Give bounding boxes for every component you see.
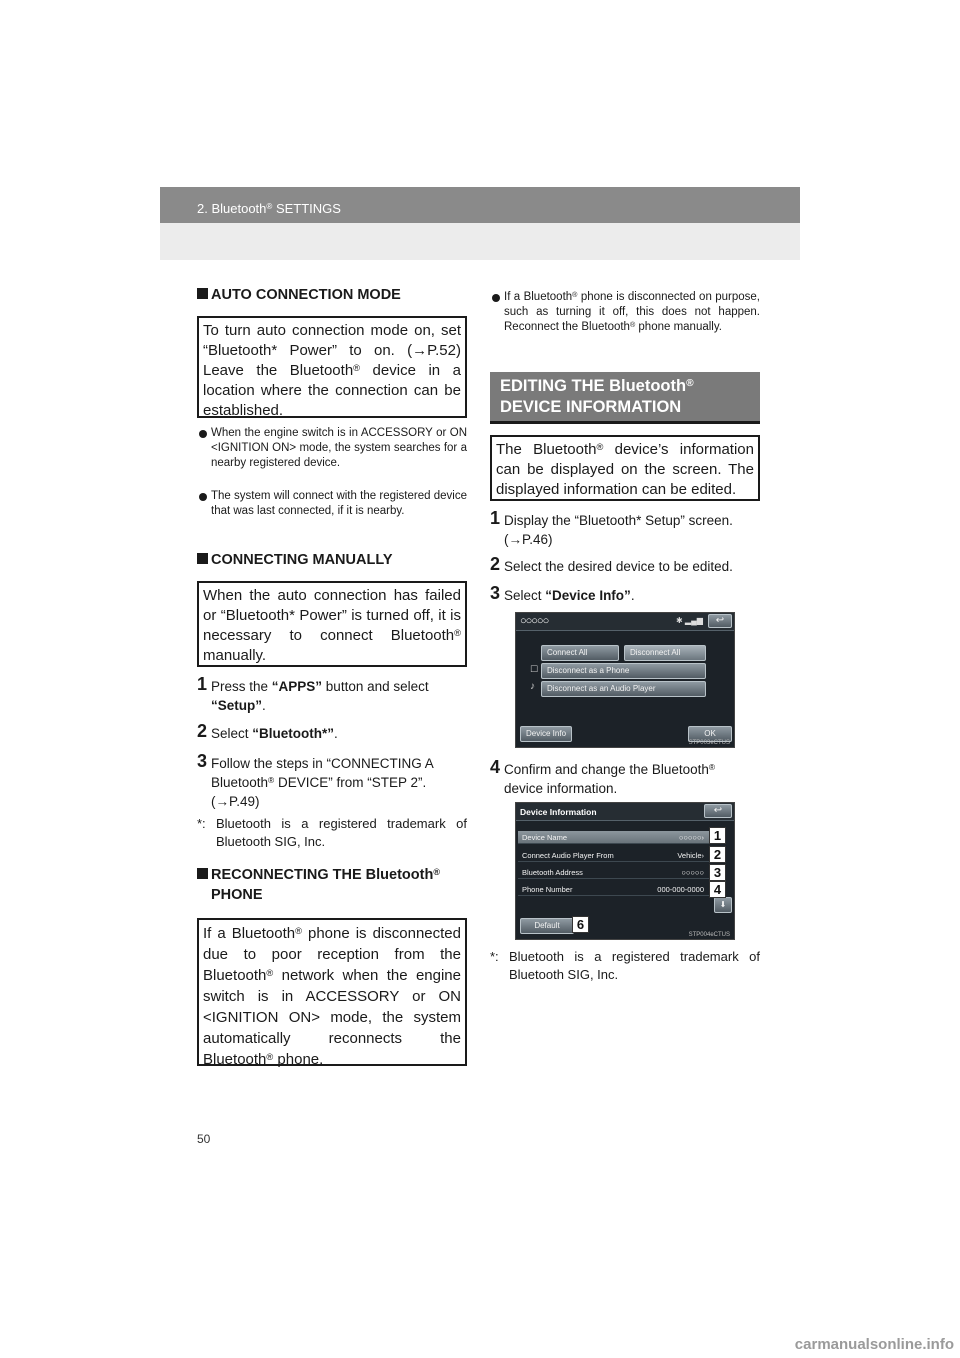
disconnect-on-purpose-bullet: If a Bluetooth® phone is disconnected on purpose, such as turning it off, this does not happen. Reconnect the Bluetooth® phone manually. — [490, 290, 760, 335]
screen-code: STP004eCTUS — [688, 932, 730, 938]
edit-step-1: 1 Display the “Bluetooth* Setup” screen. (→P.46) — [490, 508, 733, 547]
music-note-icon: ♪ — [530, 681, 535, 692]
ok-button[interactable]: OK — [688, 726, 732, 742]
back-button[interactable]: ↩ — [704, 804, 732, 818]
device-name-row[interactable]: Device Name ○○○○○› — [518, 831, 712, 844]
device-information-screen — [515, 802, 735, 940]
screen-title-bar — [516, 613, 734, 631]
callout-3: 3 — [709, 864, 726, 881]
edit-step-2: 2 Select the desired device to be edited. — [490, 554, 733, 574]
connecting-manually-heading: CONNECTING MANUALLY — [197, 550, 467, 570]
callout-6: 6 — [572, 916, 589, 933]
callout-1: 1 — [709, 827, 726, 844]
phone-number-row: Phone Number 000-000-0000 — [518, 883, 712, 896]
device-information-title: Device Information — [520, 807, 597, 817]
bullet-dot-icon — [199, 430, 207, 438]
phone-icon: ☐ — [530, 664, 539, 674]
callout-4: 4 — [709, 881, 726, 898]
page-number: 50 — [197, 1132, 211, 1146]
screen-code: STP003eCTUS — [688, 740, 730, 746]
manual-step-3: 3 Follow the steps in “CONNECTING A Bluetooth® DEVICE” from “STEP 2”. (→P.49) — [197, 751, 434, 809]
back-button[interactable]: ↩ — [708, 614, 732, 628]
disconnect-phone-button[interactable]: Disconnect as a Phone — [541, 663, 706, 679]
connecting-manually-info-box: When the auto connection has failed or “Bluetooth* Power” is turned off, it is necessary to connect Bluetooth® manually. — [197, 581, 467, 667]
callout-2: 2 — [709, 846, 726, 863]
auto-mode-bullet-1: When the engine switch is in ACCESSORY or ON <IGNITION ON> mode, the system searches for a nearby registered device. — [197, 426, 467, 471]
default-button[interactable]: Default — [520, 918, 574, 934]
manual-step-1: 1 Press the “APPS” button and select “Setup”. — [197, 674, 429, 713]
scroll-down-button[interactable]: ⬇ — [714, 897, 732, 913]
auto-mode-bullet-2: The system will connect with the registered device that was last connected, if it is nearby. — [197, 489, 467, 519]
square-bullet-icon — [197, 868, 208, 879]
reconnecting-heading: RECONNECTING THE Bluetooth® PHONE — [197, 865, 467, 905]
watermark: carmanualsonline.info — [794, 1336, 954, 1353]
section-title: 2. Bluetooth® SETTINGS — [197, 201, 341, 216]
header-subbar — [160, 223, 800, 260]
square-bullet-icon — [197, 553, 208, 564]
square-bullet-icon — [197, 288, 208, 299]
trademark-note-right: *: Bluetooth is a registered trademark of Bluetooth SIG, Inc. — [490, 949, 760, 982]
connect-all-button[interactable]: Connect All — [541, 645, 619, 661]
bluetooth-address-row: Bluetooth Address ○○○○○ — [518, 866, 712, 879]
device-info-button[interactable]: Device Info — [520, 726, 572, 742]
editing-device-info-heading: EDITING THE Bluetooth® DEVICE INFORMATION — [490, 372, 760, 424]
screen-title-bar — [516, 803, 734, 821]
edit-step-4: 4 Confirm and change the Bluetooth® device information. — [490, 757, 716, 796]
trademark-note-left: *: Bluetooth is a registered trademark of Bluetooth SIG, Inc. — [197, 816, 467, 849]
bullet-dot-icon — [492, 294, 500, 302]
auto-connection-info-box: To turn auto connection mode on, set “Bluetooth* Power” to on. (→P.52) Leave the Bluetooth® device in a location where the connection can be established. — [197, 316, 467, 418]
bullet-dot-icon — [199, 493, 207, 501]
edit-step-3: 3 Select “Device Info”. — [490, 583, 635, 603]
auto-connection-heading: AUTO CONNECTION MODE — [197, 285, 467, 305]
bluetooth-device-screen — [515, 612, 735, 748]
manual-step-2: 2 Select “Bluetooth*”. — [197, 721, 338, 741]
signal-status-icon: ✱ ▂▄▆ — [676, 616, 703, 625]
connect-audio-row[interactable]: Connect Audio Player From Vehicle› — [518, 849, 712, 862]
reconnecting-info-box: If a Bluetooth® phone is disconnected due to poor reception from the Bluetooth® network when the engine switch is in ACCESSORY or ON <IGNITION ON> mode, the system automatically reconnects the Bluetooth® phone. — [197, 918, 467, 1066]
editing-info-box: The Bluetooth® device’s information can be displayed on the screen. The displayed information can be edited. — [490, 435, 760, 501]
disconnect-audio-button[interactable]: Disconnect as an Audio Player — [541, 681, 706, 697]
disconnect-all-button[interactable]: Disconnect All — [624, 645, 706, 661]
device-name-title: ○○○○○ — [520, 615, 549, 627]
section-header — [160, 187, 800, 223]
